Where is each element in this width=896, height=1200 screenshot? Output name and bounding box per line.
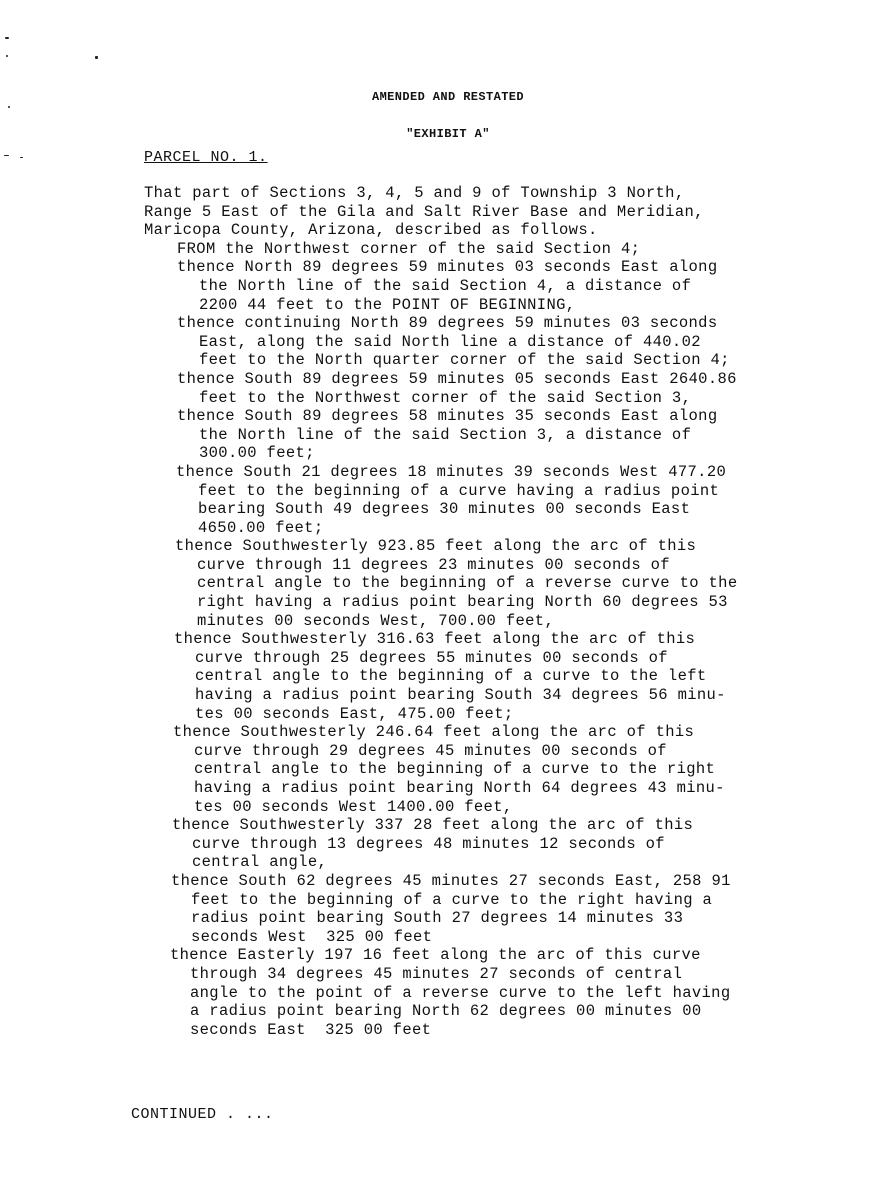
legal-description-line: 4650.00 feet; xyxy=(198,518,324,537)
legal-description-line: 2200 44 feet to the POINT OF BEGINNING, xyxy=(199,295,576,314)
legal-description-line: thence Southwesterly 316.63 feet along the arc of this xyxy=(174,630,696,649)
legal-description-line: the North line of the said Section 4, a distance of xyxy=(199,276,692,295)
legal-description-line: having a radius point bearing North 64 degrees 43 minu- xyxy=(194,779,725,797)
legal-description-line: tes 00 seconds East, 475.00 feet; xyxy=(195,704,514,723)
legal-description-line: central angle, xyxy=(192,853,328,872)
legal-description-line: central angle to the beginning of a reverse curve to the xyxy=(197,574,738,593)
legal-description-line: seconds East 325 00 feet xyxy=(190,1020,432,1039)
legal-description-line: the North line of the said Section 3, a distance of xyxy=(199,425,692,444)
legal-description-line: minutes 00 seconds West, 700.00 feet, xyxy=(197,611,555,630)
legal-description-line: through 34 degrees 45 minutes 27 seconds of central xyxy=(190,964,683,983)
legal-description-line: curve through 11 degrees 23 minutes 00 seconds of xyxy=(197,555,670,574)
legal-description-line: bearing South 49 degrees 30 minutes 00 seconds East xyxy=(198,500,691,519)
scan-speck xyxy=(20,157,23,158)
legal-description-line: feet to the North quarter corner of the said Section 4; xyxy=(199,351,730,370)
scan-speck xyxy=(4,155,9,156)
legal-description-line: thence Southwesterly 246.64 feet along the arc of this xyxy=(173,723,695,742)
legal-description-line: angle to the point of a reverse curve to the left having xyxy=(190,983,731,1002)
legal-description-line: East, along the said North line a distance of 440.02 xyxy=(199,332,701,351)
legal-description-line: feet to the beginning of a curve to the right having a xyxy=(191,890,713,909)
scan-speck xyxy=(6,55,8,57)
legal-description-line: central angle to the beginning of a curve to the right xyxy=(194,760,716,779)
legal-description-line: seconds West 325 00 feet xyxy=(191,927,433,946)
legal-description-line: Maricopa County, Arizona, described as follows. xyxy=(144,221,598,240)
continued-footer: CONTINUED . ... xyxy=(131,1106,274,1123)
legal-description-line: thence South 89 degrees 59 minutes 05 seconds East 2640.86 xyxy=(177,369,737,388)
legal-description-line: 300.00 feet; xyxy=(199,444,315,463)
document-heading-amended-restated: AMENDED AND RESTATED xyxy=(371,90,525,104)
legal-description xyxy=(0,184,896,1039)
legal-description-line: thence South 89 degrees 58 minutes 35 seconds East along xyxy=(177,407,718,426)
legal-description-line: thence continuing North 89 degrees 59 minutes 03 seconds xyxy=(177,314,718,333)
legal-description-line: thence South 62 degrees 45 minutes 27 seconds East, 258 91 xyxy=(171,871,731,890)
document-heading-exhibit: "EXHIBIT A" xyxy=(406,127,490,141)
legal-description-line: central angle to the beginning of a curve to the left xyxy=(195,667,707,686)
legal-description-line: feet to the beginning of a curve having a radius point xyxy=(198,481,720,500)
legal-description-line: thence North 89 degrees 59 minutes 03 seconds East along xyxy=(177,258,718,277)
legal-description-line: thence South 21 degrees 18 minutes 39 seconds West 477.20 xyxy=(176,462,727,481)
legal-description-line: curve through 13 degrees 48 minutes 12 seconds of xyxy=(192,834,665,853)
legal-description-line: radius point bearing South 27 degrees 14 minutes 33 xyxy=(191,909,684,928)
parcel-title: PARCEL NO. 1. xyxy=(144,149,268,166)
legal-description-line: feet to the Northwest corner of the said Section 3, xyxy=(199,388,692,407)
legal-description-line: thence Southwesterly 923.85 feet along the arc of this xyxy=(175,537,697,556)
scan-speck xyxy=(95,56,98,59)
legal-description-line: curve through 29 degrees 45 minutes 00 seconds of xyxy=(194,741,667,760)
legal-description-line: curve through 25 degrees 55 minutes 00 seconds of xyxy=(195,648,668,667)
scan-speck xyxy=(5,37,9,39)
legal-description-line: thence Southwesterly 337 28 feet along the arc of this xyxy=(172,816,694,835)
legal-description-line: having a radius point bearing South 34 degrees 56 minu- xyxy=(195,686,726,705)
legal-description-line: tes 00 seconds West 1400.00 feet, xyxy=(194,797,513,816)
legal-description-line: right having a radius point bearing North 60 degrees 53 xyxy=(197,593,728,612)
legal-description-line: thence Easterly 197 16 feet along the arc of this curve xyxy=(170,946,701,965)
legal-description-line: Range 5 East of the Gila and Salt River Base and Meridian, xyxy=(144,202,704,221)
legal-description-line: a radius point bearing North 62 degrees 00 minutes 00 xyxy=(190,1002,702,1021)
legal-description-line: That part of Sections 3, 4, 5 and 9 of Township 3 North, xyxy=(144,184,685,202)
legal-description-line: FROM the Northwest corner of the said Section 4; xyxy=(177,239,641,258)
scan-speck xyxy=(8,106,10,108)
